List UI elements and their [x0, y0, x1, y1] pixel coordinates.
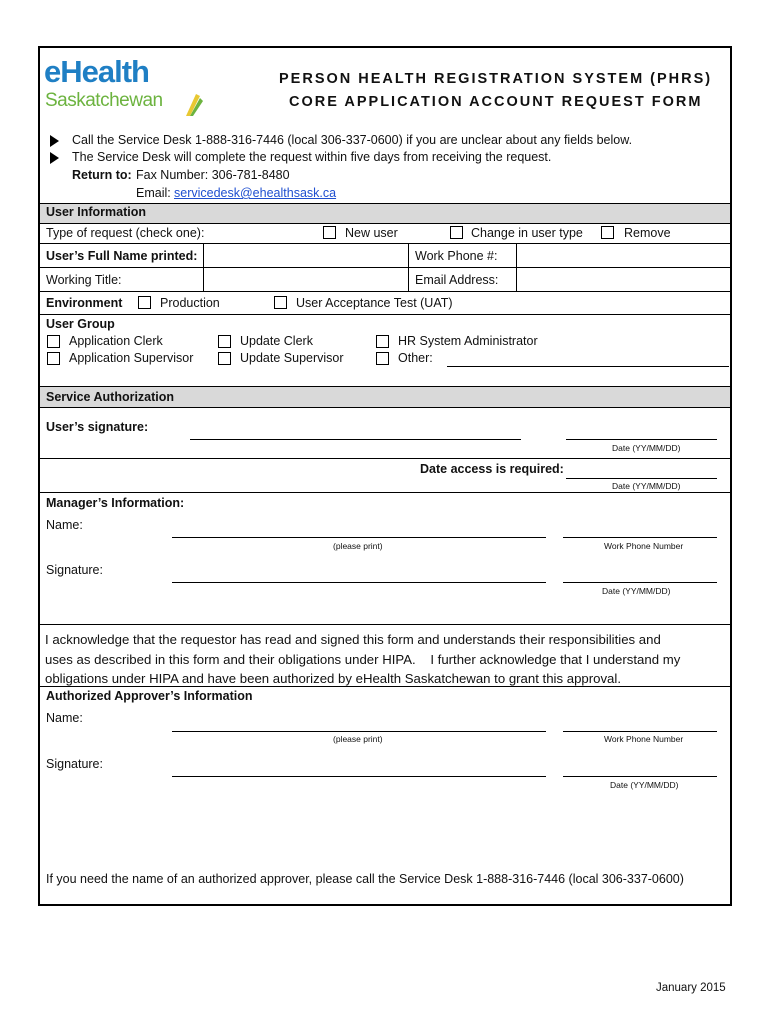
- hr-admin-label: HR System Administrator: [398, 334, 538, 348]
- app-clerk-label: Application Clerk: [69, 334, 163, 348]
- update-clerk-checkbox[interactable]: [218, 335, 231, 348]
- work-phone-caption: Work Phone Number: [604, 734, 684, 744]
- manager-phone-line[interactable]: [563, 537, 717, 538]
- bullet-arrow-icon: [50, 135, 59, 147]
- date-caption: Date (YY/MM/DD): [612, 443, 681, 453]
- manager-date-line[interactable]: [563, 582, 717, 583]
- update-supervisor-checkbox[interactable]: [218, 352, 231, 365]
- instruction-1: Call the Service Desk 1-888-316-7446 (local 306-337-0600) if you are unclear about any fields below.: [72, 133, 633, 147]
- approver-info-title: Authorized Approver’s Information: [46, 689, 253, 703]
- user-signature-date-line[interactable]: [566, 439, 717, 440]
- full-name-label: User’s Full Name printed:: [46, 249, 198, 263]
- full-name-field[interactable]: [204, 244, 407, 267]
- other-checkbox[interactable]: [376, 352, 389, 365]
- type-of-request-label: Type of request (check one):: [46, 226, 205, 240]
- approver-name-label: Name:: [46, 711, 83, 725]
- user-signature-line[interactable]: [190, 439, 521, 440]
- working-title-label: Working Title:: [46, 273, 122, 287]
- ehealth-logo: [44, 54, 214, 120]
- date-access-line[interactable]: [566, 478, 717, 479]
- production-label: Production: [160, 296, 220, 310]
- other-input-line[interactable]: [447, 366, 729, 367]
- email-address-field[interactable]: [517, 268, 729, 291]
- other-label: Other:: [398, 351, 433, 365]
- user-signature-label: User’s signature:: [46, 420, 149, 434]
- approver-name-line[interactable]: [172, 731, 546, 732]
- manager-info-title: Manager’s Information:: [46, 496, 185, 510]
- uat-label: User Acceptance Test (UAT): [296, 296, 453, 310]
- change-user-type-label: Change in user type: [471, 226, 583, 240]
- remove-checkbox[interactable]: [601, 226, 614, 239]
- work-phone-label: Work Phone #:: [415, 249, 498, 263]
- logo-line1: eHealth: [44, 54, 149, 89]
- date-caption: Date (YY/MM/DD): [612, 481, 681, 491]
- app-supervisor-checkbox[interactable]: [47, 352, 60, 365]
- service-desk-email-link[interactable]: servicedesk@ehealthsask.ca: [174, 186, 337, 200]
- approver-date-line[interactable]: [563, 776, 717, 777]
- page-date: January 2015: [656, 982, 726, 994]
- manager-signature-line[interactable]: [172, 582, 546, 583]
- form-title-line2: CORE APPLICATION ACCOUNT REQUEST FORM: [289, 94, 703, 110]
- user-info-title: User Information: [46, 205, 147, 219]
- work-phone-field[interactable]: [517, 244, 729, 267]
- date-caption: Date (YY/MM/DD): [602, 586, 671, 596]
- please-print-caption: (please print): [333, 541, 383, 551]
- bullet-arrow-icon: [50, 152, 59, 164]
- date-access-label: Date access is required:: [420, 462, 564, 476]
- approver-phone-line[interactable]: [563, 731, 717, 732]
- ack-line-3: obligations under HIPA and have been authorized by eHealth Saskatchewan to grant this approval.: [45, 671, 621, 686]
- approver-signature-line[interactable]: [172, 776, 546, 777]
- instruction-2: The Service Desk will complete the request within five days from receiving the request.: [72, 150, 552, 164]
- acknowledgement-text: [45, 630, 680, 689]
- production-checkbox[interactable]: [138, 296, 151, 309]
- ack-line-2: uses as described in this form and their obligations under HIPA. I further acknowledge that I understand my: [45, 651, 681, 667]
- work-phone-caption: Work Phone Number: [604, 541, 684, 551]
- service-auth-title: Service Authorization: [46, 390, 175, 404]
- email-address-label: Email Address:: [415, 273, 499, 287]
- remove-label: Remove: [624, 226, 671, 240]
- email-label: Email:: [136, 186, 171, 200]
- uat-checkbox[interactable]: [274, 296, 287, 309]
- hr-admin-checkbox[interactable]: [376, 335, 389, 348]
- ack-line-1: I acknowledge that the requestor has read and signed this form and understands their responsibilities and: [45, 632, 661, 647]
- app-supervisor-label: Application Supervisor: [69, 351, 194, 365]
- update-clerk-label: Update Clerk: [240, 334, 313, 348]
- update-supervisor-label: Update Supervisor: [240, 351, 344, 365]
- app-clerk-checkbox[interactable]: [47, 335, 60, 348]
- new-user-checkbox[interactable]: [323, 226, 336, 239]
- new-user-label: New user: [345, 226, 398, 240]
- manager-signature-label: Signature:: [46, 563, 103, 577]
- environment-label: Environment: [46, 296, 123, 310]
- user-group-label: User Group: [46, 317, 115, 331]
- working-title-field[interactable]: [204, 268, 407, 291]
- please-print-caption: (please print): [333, 734, 383, 744]
- manager-name-label: Name:: [46, 518, 83, 532]
- wheat-icon: [182, 88, 206, 118]
- change-user-type-checkbox[interactable]: [450, 226, 463, 239]
- date-caption: Date (YY/MM/DD): [610, 780, 679, 790]
- fax-number: Fax Number: 306-781-8480: [136, 168, 290, 182]
- form-title-line1: PERSON HEALTH REGISTRATION SYSTEM (PHRS): [279, 71, 713, 87]
- approver-signature-label: Signature:: [46, 757, 103, 771]
- logo-line2: Saskatchewan: [45, 90, 163, 111]
- footer-note: If you need the name of an authorized approver, please call the Service Desk 1-888-316-7446 (local 306-337-0600): [46, 872, 684, 886]
- return-to-label: Return to:: [72, 168, 132, 182]
- manager-name-line[interactable]: [172, 537, 546, 538]
